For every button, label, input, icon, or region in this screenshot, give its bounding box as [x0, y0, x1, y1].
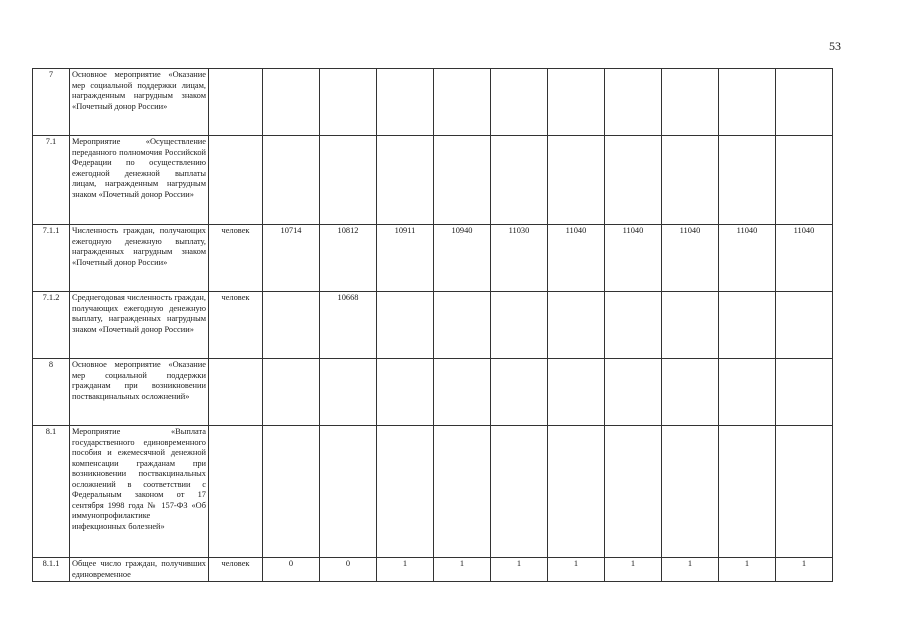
- row-value: [377, 136, 434, 225]
- row-value: [434, 292, 491, 359]
- table-row: [33, 225, 833, 292]
- row-unit: человек: [209, 292, 263, 359]
- row-number: 8.1.1: [33, 558, 70, 582]
- row-value: [719, 69, 776, 136]
- table-row: [33, 69, 833, 136]
- row-value: 10940: [434, 225, 491, 292]
- row-value: [377, 426, 434, 558]
- row-unit: [209, 359, 263, 426]
- table-row: [33, 359, 833, 426]
- row-value: 0: [263, 558, 320, 582]
- row-value: [377, 292, 434, 359]
- row-value: [662, 292, 719, 359]
- row-value: [719, 426, 776, 558]
- row-value: [662, 359, 719, 426]
- row-value: [719, 136, 776, 225]
- row-value: [662, 136, 719, 225]
- row-value: [320, 426, 377, 558]
- row-name: Мероприятие «Осуществление переданного полномочия Российской Федерации по осуществлению ежегодной денежной выплаты лицам, награжденным нагрудным знаком «Почетный донор России»: [70, 136, 209, 225]
- row-name: Мероприятие «Выплата государственного единовременного пособия и ежемесячной денежной компенсации гражданам при возникновении поствакцинальных осложнений в соответствии с Федеральным законом от 17 сентября 1998 года № 157-ФЗ «Об иммунопрофилактике инфекционных болезней»: [70, 426, 209, 558]
- row-name: Численность граждан, получающих ежегодную денежную выплату, награжденных нагрудным знаком «Почетный донор России»: [70, 225, 209, 292]
- row-value: [719, 359, 776, 426]
- row-number: 7.1.2: [33, 292, 70, 359]
- row-number: 7.1.1: [33, 225, 70, 292]
- row-number: 7.1: [33, 136, 70, 225]
- row-value: [548, 426, 605, 558]
- page-number: 53: [829, 39, 841, 53]
- row-value: [263, 69, 320, 136]
- row-value: 11040: [605, 225, 662, 292]
- row-value: [719, 292, 776, 359]
- row-value: [605, 69, 662, 136]
- row-value: [776, 359, 833, 426]
- row-value: 11040: [662, 225, 719, 292]
- row-value: 11030: [491, 225, 548, 292]
- row-name: Основное мероприятие «Оказание мер социальной поддержки гражданам при возникновении поствакцинальных осложнений»: [70, 359, 209, 426]
- row-value: [548, 69, 605, 136]
- row-name: Основное мероприятие «Оказание мер социальной поддержки лицам, награжденным нагрудным знаком «Почетный донор России»: [70, 69, 209, 136]
- row-value: 1: [377, 558, 434, 582]
- row-value: [263, 136, 320, 225]
- row-value: 11040: [719, 225, 776, 292]
- row-value: 1: [605, 558, 662, 582]
- row-value: 1: [548, 558, 605, 582]
- row-unit: человек: [209, 558, 263, 582]
- row-value: 1: [434, 558, 491, 582]
- row-value: 11040: [776, 225, 833, 292]
- row-unit: [209, 426, 263, 558]
- row-value: [605, 359, 662, 426]
- row-value: 1: [776, 558, 833, 582]
- row-value: [434, 359, 491, 426]
- row-number: 8: [33, 359, 70, 426]
- row-value: 10714: [263, 225, 320, 292]
- row-value: 10911: [377, 225, 434, 292]
- row-name: Среднегодовая численность граждан, получающих ежегодную денежную выплату, награжденных нагрудным знаком «Почетный донор России»: [70, 292, 209, 359]
- row-value: [320, 69, 377, 136]
- row-value: [605, 136, 662, 225]
- row-value: [377, 359, 434, 426]
- row-value: [263, 359, 320, 426]
- row-value: [776, 426, 833, 558]
- row-value: [776, 136, 833, 225]
- row-value: [434, 136, 491, 225]
- row-value: [776, 292, 833, 359]
- row-value: [548, 292, 605, 359]
- row-value: [605, 292, 662, 359]
- row-number: 7: [33, 69, 70, 136]
- row-value: 11040: [548, 225, 605, 292]
- row-unit: [209, 136, 263, 225]
- table-row: [33, 292, 833, 359]
- row-value: [434, 426, 491, 558]
- indicators-table: [32, 68, 833, 582]
- row-value: 1: [719, 558, 776, 582]
- row-value: [491, 136, 548, 225]
- row-value: 0: [320, 558, 377, 582]
- row-value: [377, 69, 434, 136]
- row-value: [662, 426, 719, 558]
- table-row: [33, 558, 833, 582]
- row-unit: [209, 69, 263, 136]
- row-value: [491, 69, 548, 136]
- row-value: [662, 69, 719, 136]
- row-value: [491, 359, 548, 426]
- row-value: [434, 69, 491, 136]
- row-unit: человек: [209, 225, 263, 292]
- row-value: [548, 359, 605, 426]
- row-value: [491, 292, 548, 359]
- row-value: 1: [662, 558, 719, 582]
- row-value: [491, 426, 548, 558]
- row-value: [320, 359, 377, 426]
- row-value: 10812: [320, 225, 377, 292]
- row-value: [548, 136, 605, 225]
- row-name: Общее число граждан, получивших единовременное: [70, 558, 209, 582]
- table-row: [33, 136, 833, 225]
- row-value: [776, 69, 833, 136]
- row-value: [263, 426, 320, 558]
- table-row: [33, 426, 833, 558]
- row-value: [320, 136, 377, 225]
- row-number: 8.1: [33, 426, 70, 558]
- row-value: [605, 426, 662, 558]
- row-value: 10668: [320, 292, 377, 359]
- row-value: [263, 292, 320, 359]
- row-value: 1: [491, 558, 548, 582]
